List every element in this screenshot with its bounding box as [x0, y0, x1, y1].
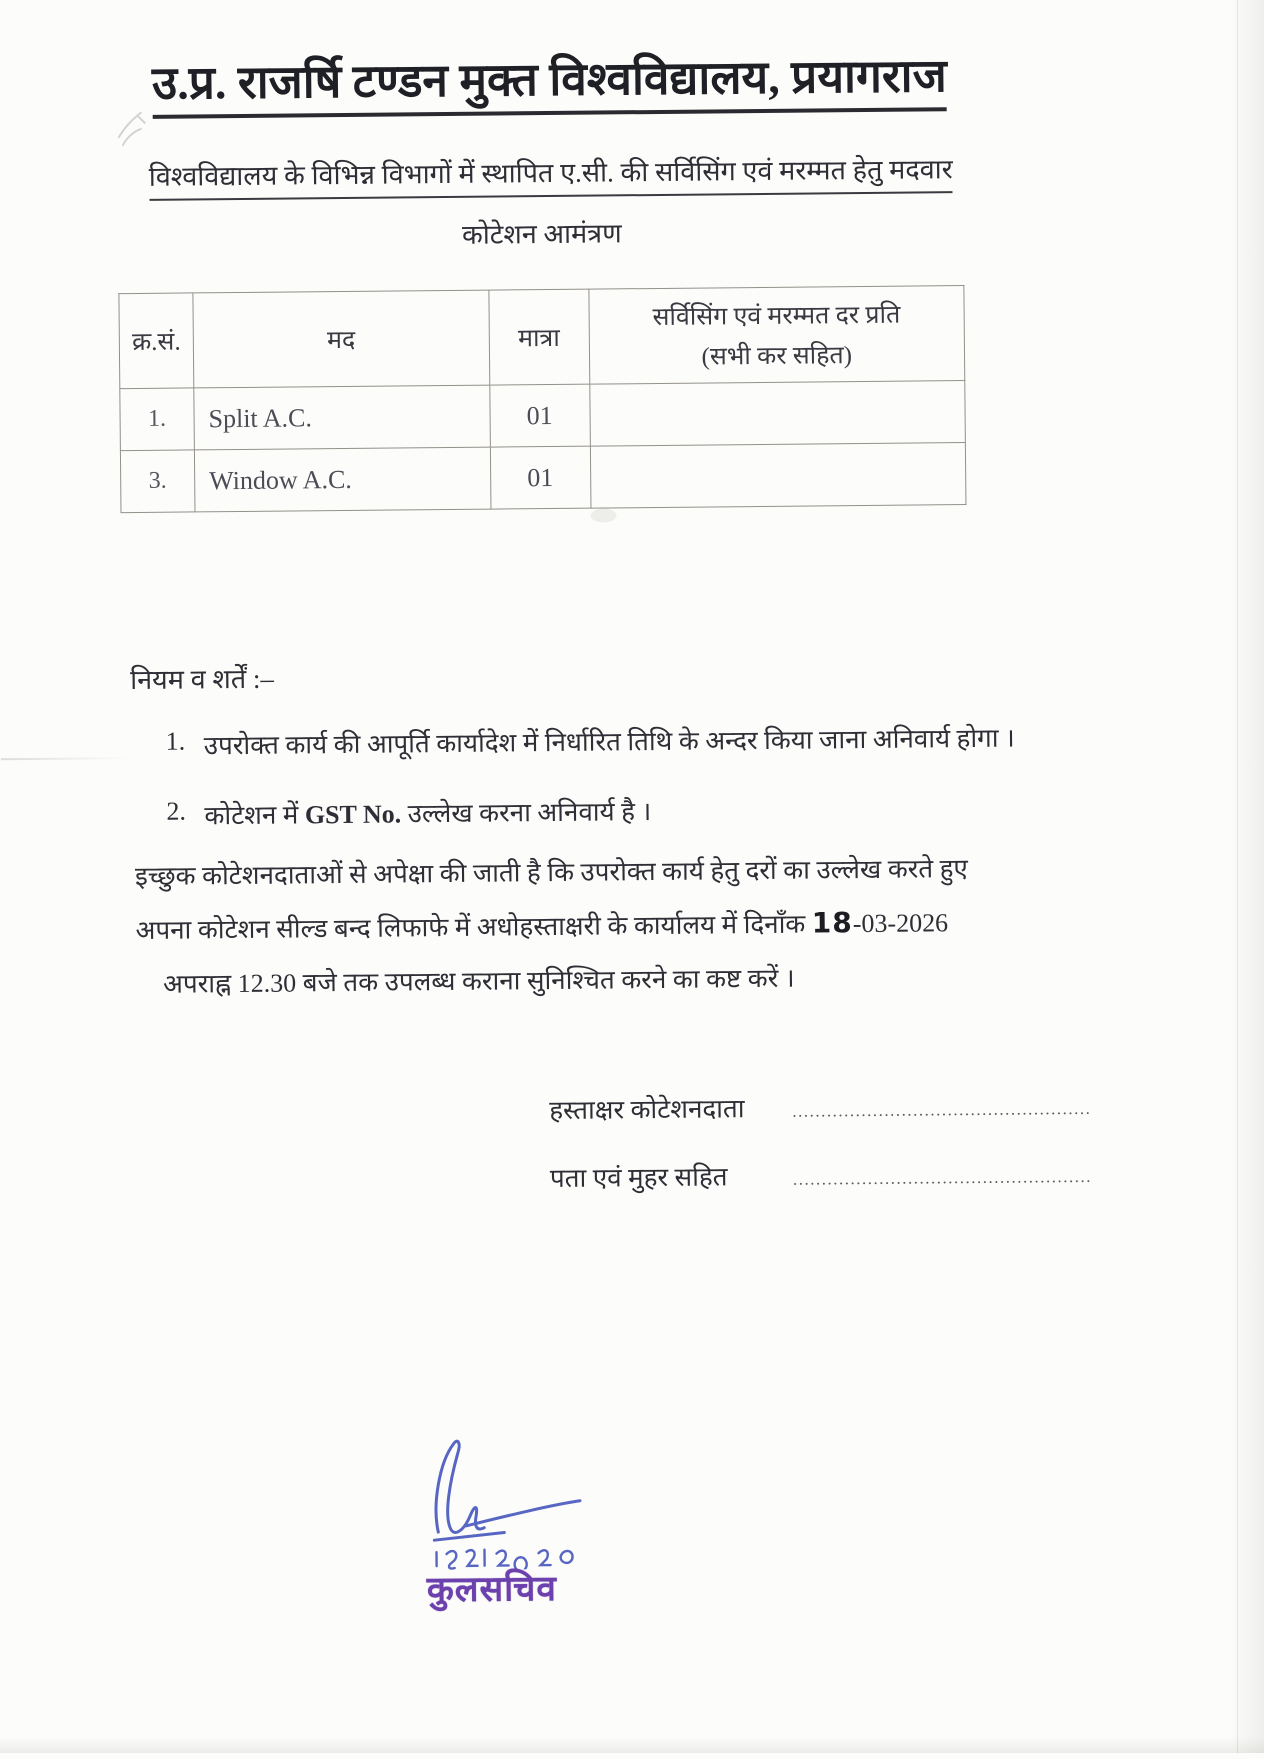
term-text: उपरोक्त कार्य की आपूर्ति कार्यादेश में निर्धारित तिथि के अन्दर किया जाना अनिवार्य होगा । — [203, 723, 1015, 761]
cell-rate — [590, 443, 966, 509]
closing-line-3: अपराह्न 12.30 बजे तक उपलब्ध कराना सुनिश्चित करने का कष्ट करें । — [162, 963, 795, 999]
cell-quantity: 01 — [489, 384, 589, 447]
header-rate-line2: (सभी कर सहित) — [701, 342, 853, 371]
signature-label: हस्ताक्षर कोटेशनदाता — [549, 1094, 745, 1126]
scan-edge-shadow-right — [1230, 0, 1264, 1753]
term-text: कोटेशन में GST No. उल्लेख करना अनिवार्य है । — [204, 797, 652, 831]
scan-edge-line — [1237, 0, 1238, 1753]
header-item: मद — [193, 290, 490, 388]
dotted-line: .................................................... — [792, 1166, 1093, 1189]
closing-line-2: अपना कोटेशन सील्ड बन्द लिफाफे में अधोहस्ताक्षरी के कार्यालय में दिनाँक 18-03-2026 — [135, 906, 949, 946]
cell-item: Split A.C. — [194, 385, 490, 450]
subtitle-wrap — [83, 149, 1018, 202]
cell-serial-no: 3. — [120, 450, 195, 513]
header-serial-no: क्र.सं. — [119, 293, 194, 389]
cell-rate — [589, 381, 965, 447]
dotted-line: .................................................... — [792, 1098, 1092, 1121]
header-quantity: मात्रा — [488, 289, 589, 385]
term-item-2 — [166, 788, 1046, 832]
quotation-invitation-heading: कोटेशन आमंत्रण — [461, 218, 622, 250]
header — [0, 42, 1105, 121]
term-number: 2. — [166, 796, 187, 826]
registrar-signature — [407, 1428, 618, 1570]
address-label: पता एवं मुहर सहित — [549, 1162, 728, 1194]
term-item-1 — [166, 718, 1046, 762]
table-row — [120, 443, 966, 513]
page-title: उ.प्र. राजर्षि टण्डन मुक्त विश्वविद्यालय, प्रयागराज — [152, 43, 947, 119]
paper-crease — [1, 757, 131, 760]
signature-quotation-line — [549, 1086, 1091, 1127]
term-number: 1. — [165, 726, 186, 756]
table-header-row — [119, 286, 965, 389]
header-rate-line1: सर्विसिंग एवं मरम्मत दर प्रति — [652, 301, 901, 332]
document-subtitle: विश्वविद्यालय के विभिन्न विभागों में स्थापित ए.सी. की सर्विसिंग एवं मरम्मत हेतु मदवार — [149, 149, 953, 201]
cell-item: Window A.C. — [194, 447, 490, 512]
pencil-scribble-mark — [111, 107, 153, 151]
table-row — [120, 381, 966, 451]
items-table — [118, 285, 966, 513]
cell-quantity: 01 — [490, 446, 590, 509]
handwritten-date-18: 18 — [811, 906, 853, 940]
header-rate — [588, 286, 964, 385]
scan-smudge — [590, 508, 616, 522]
scan-edge-shadow-bottom — [0, 1737, 1264, 1753]
closing-line-1: इच्छुक कोटेशनदाताओं से अपेक्षा की जाती है कि उपरोक्त कार्य हेतु दरों का उल्लेख करते हुए — [134, 854, 968, 892]
terms-heading: नियम व शर्तें :– — [129, 663, 275, 696]
cell-serial-no: 1. — [120, 388, 195, 451]
gst-no-bold: GST No. — [304, 799, 402, 830]
address-seal-line — [550, 1154, 1092, 1195]
registrar-stamp: कुलसचिव — [426, 1569, 558, 1610]
